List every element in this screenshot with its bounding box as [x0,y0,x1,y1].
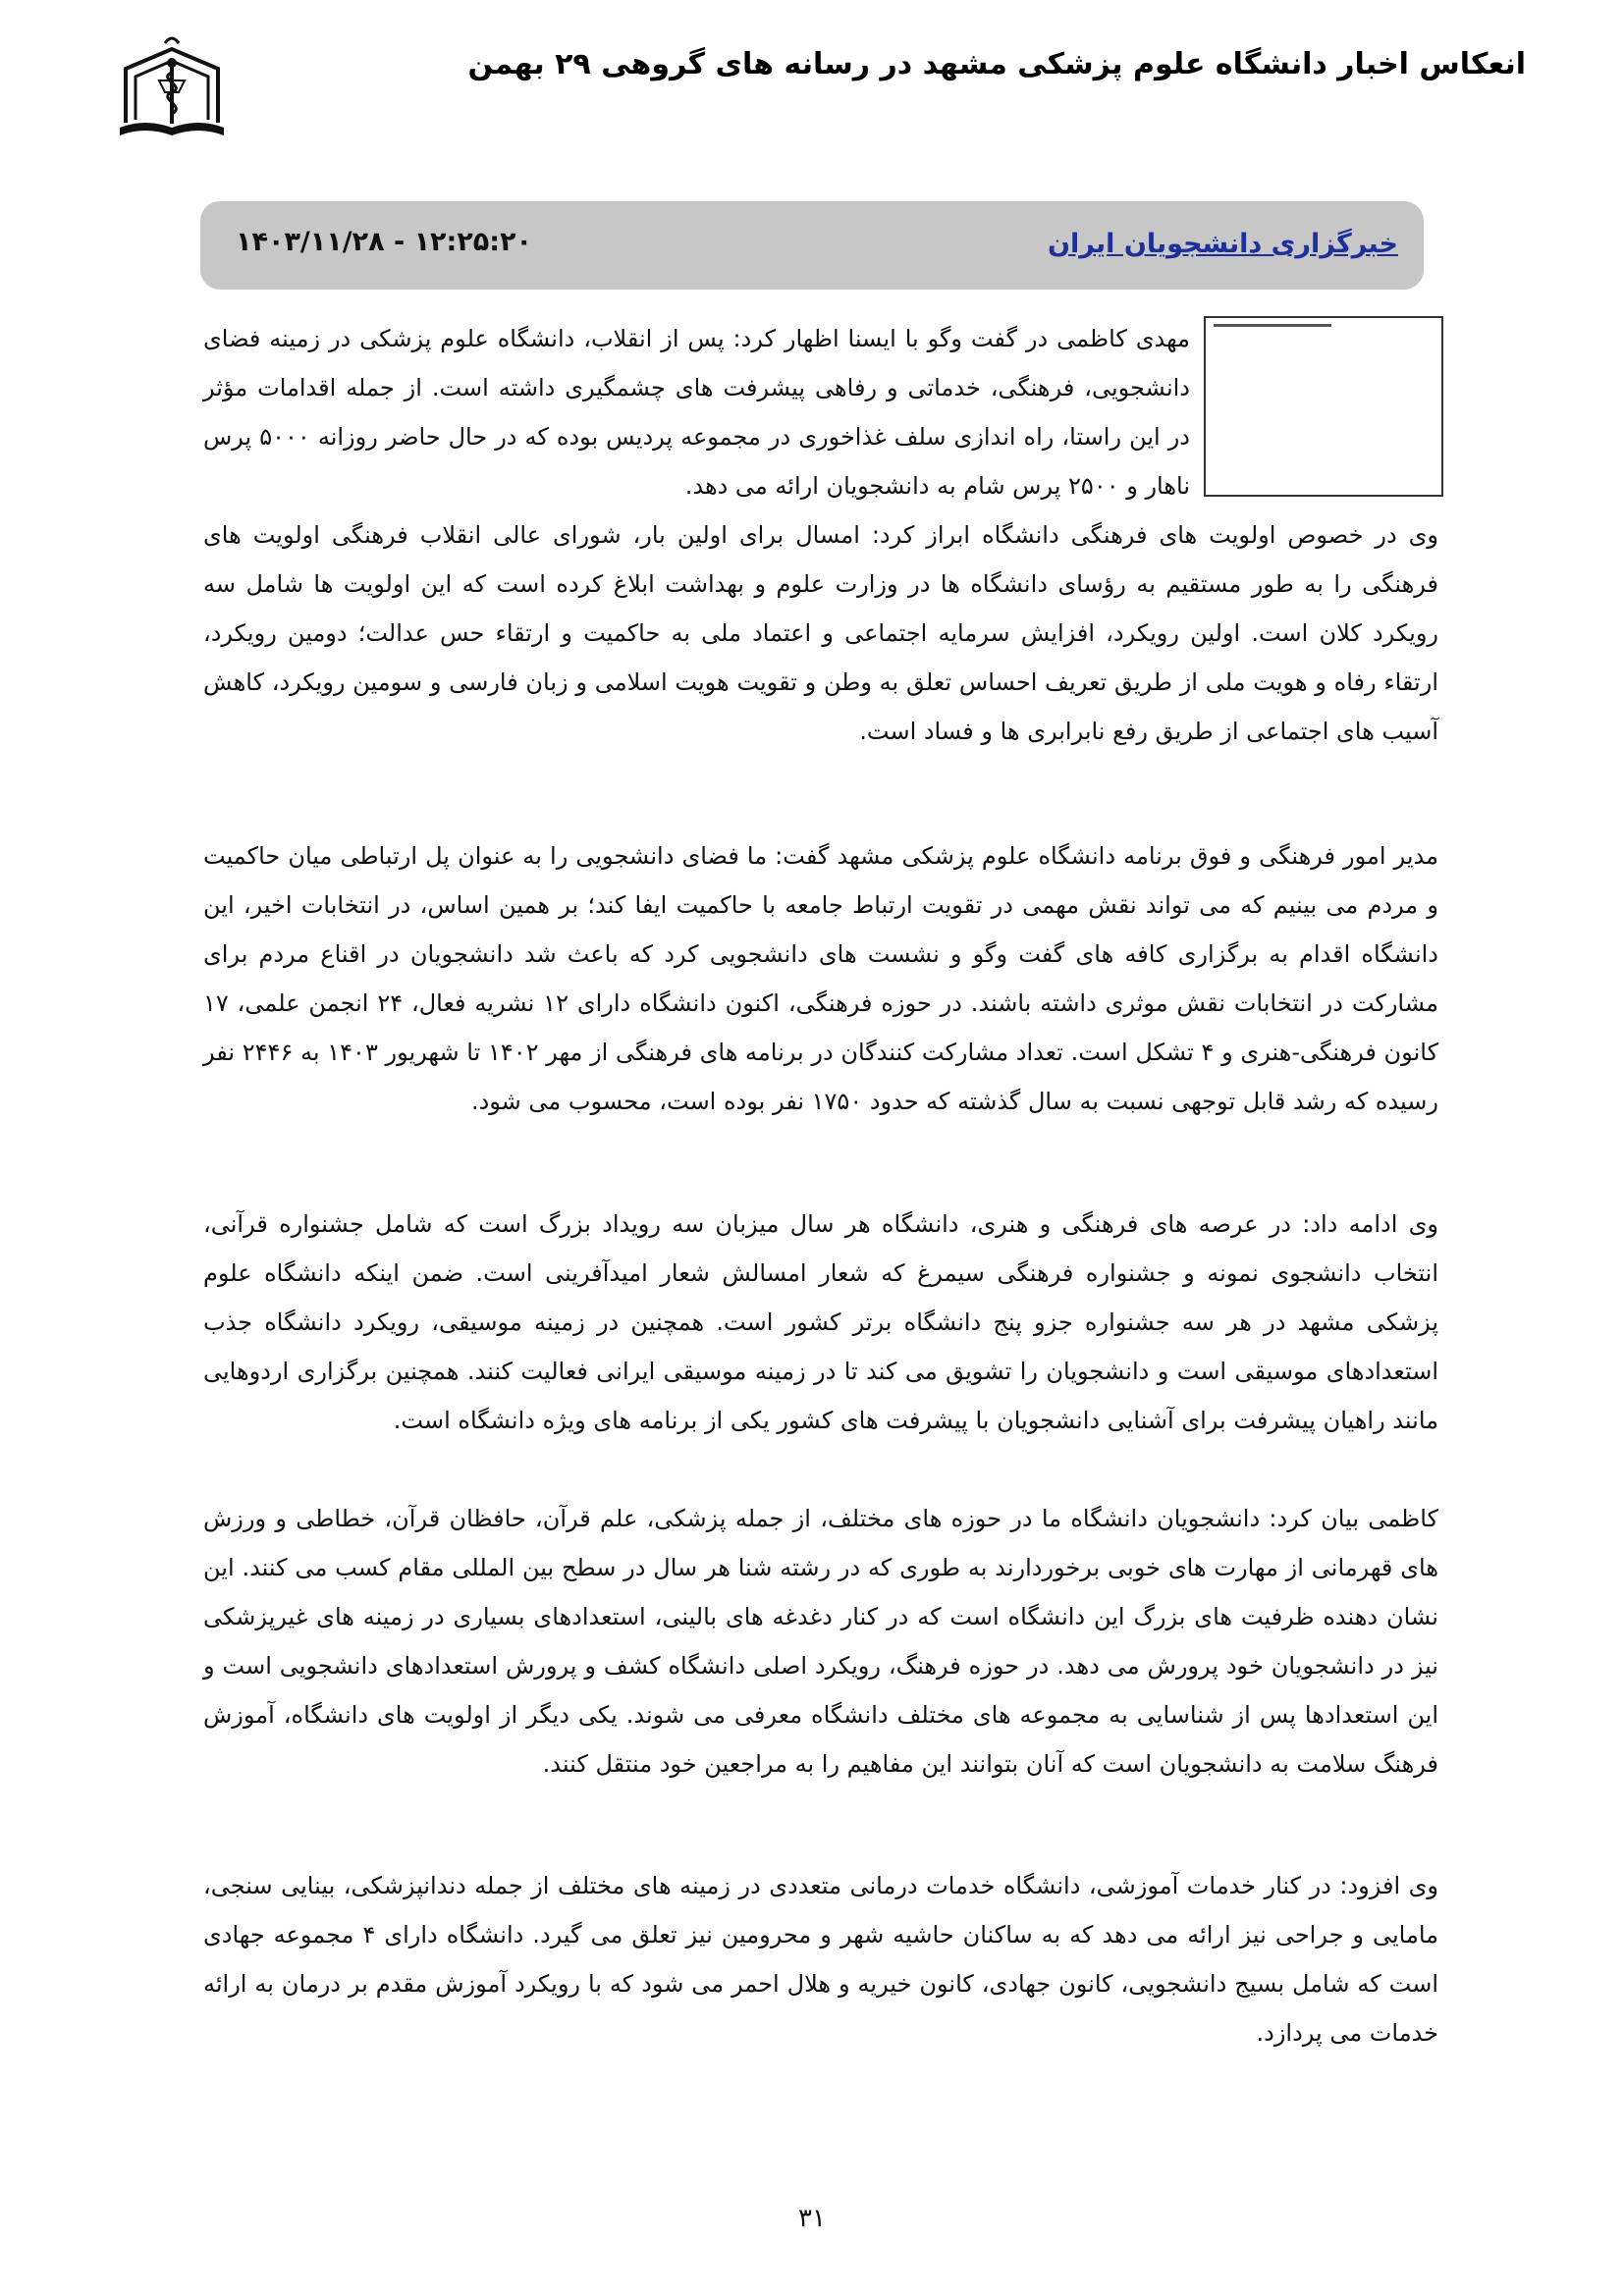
news-datetime: ۱۴۰۳/۱۱/۲۸ - ۱۲:۲۵:۲۰ [236,227,533,257]
page-number: ۳۱ [798,2204,826,2233]
article-paragraph: مدیر امور فرهنگی و فوق برنامه دانشگاه علوم پزشکی مشهد گفت: ما فضای دانشجویی را به عنوان پل ارتباطی میان حاکمیت و مردم می بینیم که می تواند نقش مهمی در تقویت ارتباط جامعه با حاکمیت ایفا کند؛ بر همین اساس، در انتخابات اخیر، این دانشگاه اقدام به برگزاری کافه های گفت وگو و نشست های دانشجویی کرد که باعث شد دانشجویان در اقناع مردم برای مشارکت در انتخابات نقش موثری داشته باشند. در حوزه فرهنگی، اکنون دانشگاه دارای ۱۲ نشریه فعال، ۲۴ انجمن علمی، ۱۷ کانون فرهنگی-هنری و ۴ تشکل است. تعداد مشارکت کنندگان در برنامه های فرهنگی از مهر ۱۴۰۲ تا شهریور ۱۴۰۳ به ۲۴۴۶ نفر رسیده که رشد قابل توجهی نسبت به سال گذشته که حدود ۱۷۵۰ نفر بوده است، محسوب می شود. [203,842,1438,1115]
article-paragraph: مهدی کاظمی در گفت وگو با ایسنا اظهار کرد: پس از انقلاب، دانشگاه علوم پزشکی در زمینه فضای دانشجویی، فرهنگی، خدماتی و رفاهی پیشرفت های چشمگیری داشته است. از جمله اقدامات مؤثر در این راستا، راه اندازی سلف غذاخوری در مجموعه پردیس بوده که در حال حاضر روزانه ۵۰۰۰ پرس ناهار و ۲۵۰۰ پرس شام به دانشجویان ارائه می دهد. [203,325,1190,500]
university-logo [106,29,239,167]
university-emblem-icon [106,29,239,167]
image-caption-line [1214,324,1331,327]
article-paragraph: وی افزود: در کنار خدمات آموزشی، دانشگاه خدمات درمانی متعددی در زمینه های مختلف از جمله دندانپزشکی، بینایی سنجی، مامایی و جراحی نیز ارائه می دهد که به ساکنان حاشیه شهر و محرومین نیز تعلق می گیرد. دانشگاه دارای ۴ مجموعه جهادی است که شامل بسیج دانشجویی، کانون جهادی، کانون خیریه و هلال احمر می شود که با رویکرد آموزش مقدم بر درمان به ارائه خدمات می پردازد. [203,1872,1438,2047]
article-paragraph: وی ادامه داد: در عرصه های فرهنگی و هنری، دانشگاه هر سال میزبان سه رویداد بزرگ است که شامل جشنواره قرآنی، انتخاب دانشجوی نمونه و جشنواره فرهنگی سیمرغ که شعار امسالش شعار امیدآفرینی است. ضمن اینکه دانشگاه علوم پزشکی مشهد در هر سه جشنواره جزو پنج دانشگاه برتر کشور است. همچنین در زمینه موسیقی، رویکرد دانشگاه جذب استعدادهای موسیقی است و دانشجویان را تشویق می کند تا در زمینه موسیقی ایرانی فعالیت کنند. همچنین برگزاری اردوهایی مانند راهیان پیشرفت برای آشنایی دانشجویان با پیشرفت های کشور یکی از برنامه های ویژه دانشگاه است. [203,1210,1438,1434]
news-source-bar [200,201,1424,290]
article-paragraph: وی در خصوص اولویت های فرهنگی دانشگاه ابراز کرد: امسال برای اولین بار، شورای عالی انقلاب فرهنگی اولویت های فرهنگی را به طور مستقیم به رؤسای دانشگاه ها در وزارت علوم و بهداشت ابلاغ کرده است که این اولویت ها شامل سه رویکرد کلان است. اولین رویکرد، افزایش سرمایه اجتماعی و اعتماد ملی به حاکمیت و ارتقاء حس عدالت؛ دومین رویکرد، ارتقاء رفاه و هویت ملی از طریق تعریف احساس تعلق به وطن و تقویت هویت اسلامی و زبان فارسی و سومین رویکرد، کاهش آسیب های اجتماعی از طریق رفع نابرابری ها و فساد است. [203,521,1438,745]
article-image-placeholder [1204,316,1443,497]
news-source-link[interactable]: خبرگزاری دانشجویان ایران [1047,229,1398,259]
article-paragraph: کاظمی بیان کرد: دانشجویان دانشگاه ما در حوزه های مختلف، از جمله پزشکی، علم قرآن، حافظان قرآن، خطاطی و ورزش های قهرمانی از مهارت های خوبی برخوردارند به طوری که در رشته شنا هر سال در سطح بین المللی مقام کسب می کنند. این نشان دهنده ظرفیت های بزرگ این دانشگاه است که در کنار دغدغه های بالینی، استعدادهای بسیاری در زمینه های غیرپزشکی نیز در دانشجویان خود پرورش می دهد. در حوزه فرهنگ، رویکرد اصلی دانشگاه کشف و پرورش استعدادهای دانشجویی است و این استعدادها پس از شناسایی به مجموعه های مختلف دانشگاه معرفی می شوند. یکی دیگر از اولویت های دانشگاه، آموزش فرهنگ سلامت به دانشجویان است که آنان بتوانند این مفاهیم را به مراجعین خود منتقل کنند. [203,1505,1438,1778]
page-header-title: انعکاس اخبار دانشگاه علوم پزشکی مشهد در رسانه های گروهی ۲۹ بهمن [467,47,1526,81]
